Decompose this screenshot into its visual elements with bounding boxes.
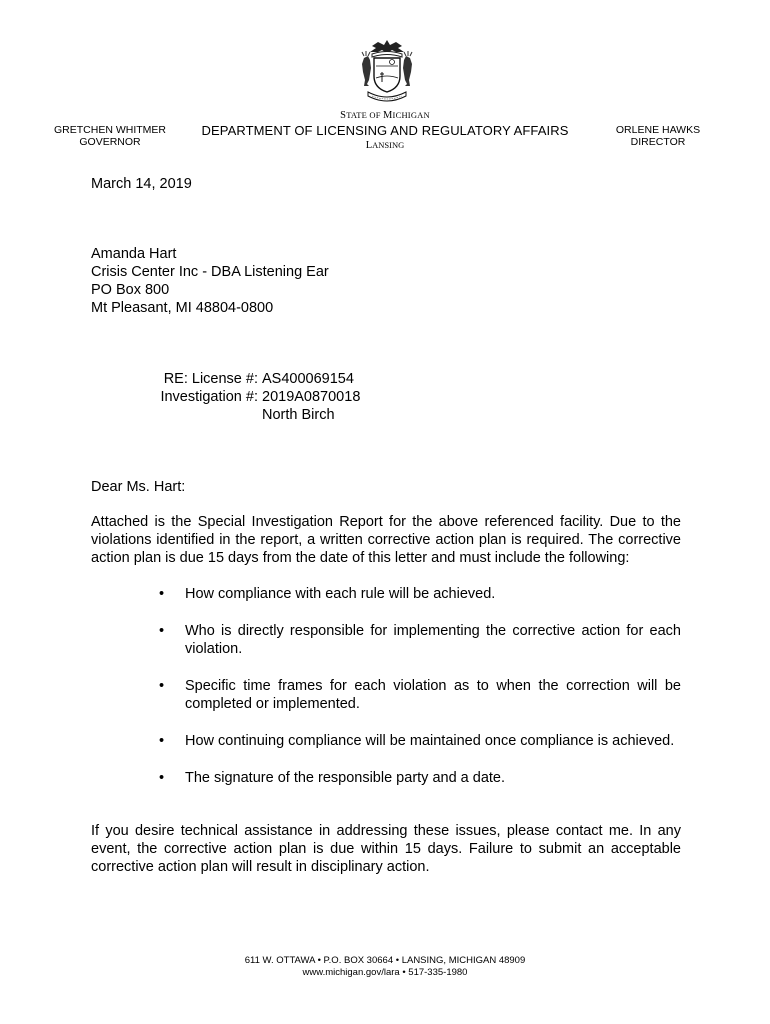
governor-title: GOVERNOR (79, 136, 141, 148)
governor-block (50, 124, 170, 148)
salutation: Dear Ms. Hart: (91, 479, 186, 495)
re-values (262, 370, 360, 424)
governor-name: GRETCHEN WHITMER (54, 124, 166, 136)
letter-date: March 14, 2019 (91, 176, 192, 192)
list-item: • Specific time frames for each violation as to when the correction will be completed or implemented. (159, 678, 681, 712)
re-labels (148, 370, 258, 406)
footer-contact: www.michigan.gov/lara • 517-335-1980 (302, 967, 468, 978)
bullet-icon: • (159, 770, 165, 786)
list-item: • How continuing compliance will be maintained once compliance is achieved. (159, 733, 675, 749)
director-name: ORLENE HAWKS (615, 124, 701, 136)
requirements-list (91, 585, 681, 787)
address-line: Amanda Hart (91, 246, 177, 262)
address-line: Crisis Center Inc - DBA Listening Ear (91, 264, 329, 280)
state-title: STATE OF MICHIGAN (340, 110, 430, 121)
closing-paragraph: If you desire technical assistance in addressing these issues, please contact me. In any event, the corrective action plan is due within 15 days. Failure to submit an acceptable corrective action plan will result in disciplinary action. (91, 823, 681, 875)
list-item: • The signature of the responsible party and a date. (159, 770, 506, 786)
address-line: Mt Pleasant, MI 48804-0800 (91, 300, 274, 316)
intro-paragraph: Attached is the Special Investigation Report for the above referenced facility. Due to the violations identified in the report, a written corrective action plan is required. The corrective action plan is due 15 days from the date of this letter and must include the following: (91, 514, 681, 566)
facility-name: North Birch (262, 407, 335, 423)
list-item: • Who is directly responsible for implementing the corrective action for each violation. (159, 623, 681, 657)
investigation-number: 2019A0870018 (262, 389, 361, 405)
director-block (598, 124, 718, 148)
footer-address: 611 W. OTTAWA • P.O. BOX 30664 • LANSING, MICHIGAN 48909 (244, 955, 526, 966)
city-name: LANSING (365, 140, 405, 151)
license-label: RE: License #: (163, 371, 258, 387)
bullet-icon: • (159, 586, 165, 602)
list-item: • How compliance with each rule will be achieved. (159, 586, 496, 602)
license-number: AS400069154 (262, 371, 354, 387)
director-title: DIRECTOR (630, 136, 686, 148)
recipient-address (91, 245, 329, 317)
michigan-state-seal-icon (358, 36, 416, 104)
bullet-icon: • (159, 678, 165, 694)
bullet-icon: • (159, 733, 165, 749)
department-name: DEPARTMENT OF LICENSING AND REGULATORY AFFAIRS (201, 123, 569, 138)
investigation-label: Investigation #: (160, 389, 258, 405)
bullet-icon: • (159, 623, 165, 639)
address-line: PO Box 800 (91, 282, 170, 298)
